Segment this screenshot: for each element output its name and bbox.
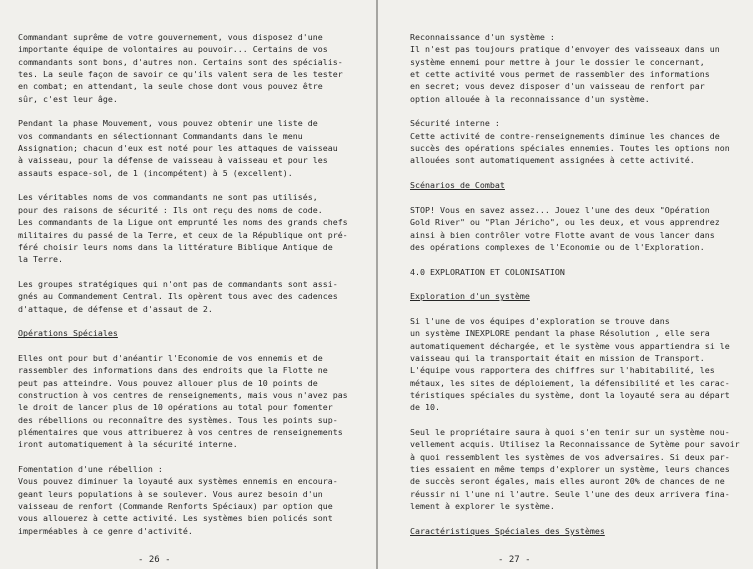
text-line: STOP! Vous en savez assez... Jouez l'une des deux "Opération	[410, 204, 710, 215]
text-line: Elles ont pour but d'anéantir l'Economie de vos ennemis et de	[18, 352, 323, 363]
blank-line	[410, 303, 753, 315]
text-line: vaisseau qui la transportait était en mission de Transport.	[410, 352, 705, 363]
right-page-number: - 27 -	[498, 555, 531, 565]
text-line: importante équipe de volontaires au pouvoir... Certains de vos	[18, 44, 328, 55]
text-line: des rébellions ou reconnaître des systèmes. Tous les points sup-	[18, 414, 338, 425]
text-line: Fomentation d'une rébellion :	[18, 464, 163, 475]
text-line: pour des raisons de sécurité : Ils ont reçu des noms de code.	[18, 204, 323, 215]
text-line: rassembler des informations dans des endroits que la Flotte ne	[18, 365, 328, 376]
text-line: Les véritables noms de vos commandants ne sont pas utilisés,	[18, 192, 318, 203]
text-line: Il n'est pas toujours pratique d'envoyer des vaisseaux dans un	[410, 44, 720, 55]
text-line: en combat; en attendant, la seule chose dont vous pouvez être	[18, 81, 323, 92]
text-line: option allouée à la reconnaissance d'un système.	[410, 93, 650, 104]
blank-line	[18, 451, 376, 463]
text-line: Gold River" ou "Plan Jéricho", ou les deux, et vous apprendrez	[410, 217, 720, 228]
text-line: vaisseau de renfort (Commande Renforts Spéciaux) par option que	[18, 501, 333, 512]
blank-line	[410, 167, 753, 179]
text-line: tes. La seule façon de savoir ce qu'ils valent sera de les tester	[18, 69, 343, 80]
text-line: lement à explorer le système.	[410, 501, 555, 512]
blank-line	[410, 414, 753, 426]
text-line: Pendant la phase Mouvement, vous pouvez obtenir une liste de	[18, 118, 318, 129]
section-heading: Opérations Spéciales	[18, 328, 118, 339]
blank-line	[18, 315, 376, 327]
text-line: système ennemi pour mettre à jour le dossier le concernant,	[410, 56, 705, 67]
text-line: gnés au Commandement Central. Ils opèrent tous avec des cadences	[18, 291, 338, 302]
text-line: Commandant suprême de votre gouvernement, vous disposez d'une	[18, 32, 323, 42]
blank-line	[18, 340, 376, 352]
left-page-text	[18, 31, 376, 537]
text-line: vous allouerez à cette activité. Les systèmes bien policés sont	[18, 513, 333, 524]
text-line: de 10.	[410, 402, 440, 413]
text-line: Cette activité de contre-renseignements diminue les chances de	[410, 130, 720, 141]
text-line: geant leurs populations à se soulever. Vous aurez besoin d'un	[18, 488, 323, 499]
text-line: Seul le propriétaire saura à quoi s'en tenir sur un système nou-	[410, 427, 730, 437]
text-line: L'équipe vous rapportera des chiffres sur l'habitabilité, les	[410, 365, 715, 376]
text-line: construction à vos centres de renseignements, mais vous n'avez pas	[18, 389, 348, 400]
text-line: métaux, les sites de déploiement, la défensibilité et les carac-	[410, 377, 730, 388]
text-line: à vaisseau, pour la défense de vaisseau à vaisseau et pour les	[18, 155, 328, 166]
text-line: allouées sont automatiquement assignées à cette activité.	[410, 155, 695, 166]
left-page	[0, 0, 376, 569]
text-line: téristiques spéciales du système, dont la loyauté sera au départ	[410, 389, 730, 400]
text-line: commandants sont bons, d'autres non. Certains sont des spécialis-	[18, 56, 343, 67]
right-page	[378, 0, 753, 569]
text-line: imperméables à ce genre d'activité.	[18, 525, 193, 536]
text-line: sûr, c'est leur âge.	[18, 93, 118, 104]
blank-line	[18, 179, 376, 191]
text-line: militaires du passé de la Terre, et ceux de la République ont pré-	[18, 229, 348, 240]
section-heading: Scénarios de Combat	[410, 180, 505, 191]
text-line: vos commandants en sélectionnant Commandants dans le menu	[18, 130, 303, 141]
text-line: d'attaque, de défense et d'assaut de 2.	[18, 303, 213, 314]
text-line: 4.0 EXPLORATION ET COLONISATION	[410, 266, 565, 277]
blank-line	[18, 105, 376, 117]
text-line: succès des opérations spéciales ennemies. Toutes les options non	[410, 143, 730, 154]
text-line: ties essaient en même temps d'explorer un système, leurs chances	[410, 464, 730, 475]
blank-line	[410, 253, 753, 265]
text-line: de succès seront égales, mais elles auront 20% de chances de ne	[410, 476, 725, 487]
text-line: Assignation; chacun d'eux est noté pour les attaques de vaisseau	[18, 143, 338, 154]
text-line: en secret; vous devez disposer d'un vaisseau de renfort par	[410, 81, 705, 92]
text-line: Si l'une de vos équipes d'exploration se trouve dans	[410, 315, 670, 326]
section-heading: Caractéristiques Spéciales des Systèmes	[410, 525, 605, 536]
section-heading: Exploration d'un système	[410, 291, 530, 302]
text-line: Reconnaissance d'un système :	[410, 32, 555, 42]
right-page-text	[410, 31, 753, 537]
text-line: le droit de lancer plus de 10 opérations au total pour fomenter	[18, 402, 333, 413]
text-line: un système INEXPLORE pendant la phase Résolution , elle sera	[410, 328, 710, 339]
blank-line	[18, 266, 376, 278]
blank-line	[410, 191, 753, 203]
text-line: Vous pouvez diminuer la loyauté aux systèmes ennemis en encoura-	[18, 476, 338, 487]
text-line: et cette activité vous permet de rassembler des informations	[410, 69, 710, 80]
left-page-number: - 26 -	[138, 555, 171, 565]
text-line: Sécurité interne :	[410, 118, 500, 129]
blank-line	[410, 278, 753, 290]
text-line: féré choisir leurs noms dans la littérature Biblique Antique de	[18, 241, 333, 252]
blank-line	[410, 512, 753, 524]
blank-line	[410, 105, 753, 117]
text-line: automatiquement déchargée, et le système vous appartiendra si le	[410, 340, 730, 351]
text-line: Les commandants de la Ligue ont emprunté les noms des grands chefs	[18, 217, 348, 228]
text-line: ainsi à bien contrôler votre Flotte avant de vous lancer dans	[410, 229, 715, 240]
text-line: Les groupes stratégiques qui n'ont pas de commandants sont assi-	[18, 278, 338, 289]
text-line: la Terre.	[18, 254, 63, 265]
text-line: iront automatiquement à la sécurité interne.	[18, 439, 238, 450]
text-line: à quoi ressemblent les systèmes de vos adversaires. Si deux par-	[410, 451, 730, 462]
text-line: réussir ni l'une ni l'autre. Seule l'une des deux arrivera fina-	[410, 488, 730, 499]
text-line: des opérations complexes de l'Economie ou de l'Exploration.	[410, 241, 705, 252]
text-line: assauts espace-sol, de 1 (incompétent) à 5 (excellent).	[18, 167, 293, 178]
text-line: peut pas atteindre. Vous pouvez allouer plus de 10 points de	[18, 377, 318, 388]
text-line: vellement acquis. Utilisez la Reconnaissance de Sytème pour savoir	[410, 439, 740, 450]
text-line: plémentaires que vous attribuerez à vos centres de renseignements	[18, 427, 343, 437]
